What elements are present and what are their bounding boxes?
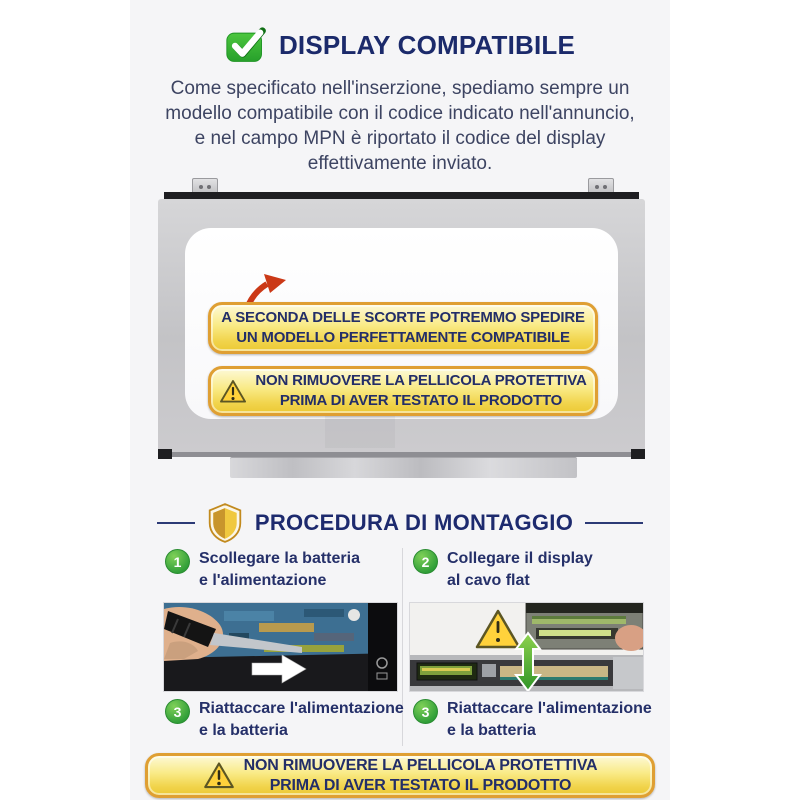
step-text — [447, 698, 652, 742]
header — [130, 26, 670, 64]
step-line: Riattaccare l'alimentazione — [447, 700, 652, 717]
step-line: e l'alimentazione — [199, 572, 327, 589]
divider-line — [585, 522, 643, 524]
warning-line: PRIMA DI AVER TESTATO IL PRODOTTO — [269, 776, 572, 794]
panel-top-edge — [164, 192, 639, 199]
step-number-badge: 2 — [413, 549, 438, 574]
film-warning-box — [208, 366, 598, 416]
step-line: e la batteria — [447, 722, 536, 739]
notice-line: A SECONDA DELLE SCORTE POTREMMO SPEDIRE — [221, 309, 585, 326]
footer-warning-lines — [244, 756, 598, 796]
step-2 — [413, 548, 593, 592]
step-number-badge: 3 — [413, 699, 438, 724]
photo-disconnect-battery — [163, 602, 398, 692]
panel-bottom-corner-left — [158, 449, 172, 459]
step-number-badge: 1 — [165, 549, 190, 574]
step-line: al cavo flat — [447, 572, 530, 589]
lcd-panel-image — [158, 178, 645, 478]
notice-line: UN MODELLO PERFETTAMENTE COMPATIBILE — [236, 329, 570, 346]
step-3-right — [413, 698, 652, 742]
step-text — [199, 698, 404, 742]
divider-line — [157, 522, 195, 524]
warning-line: NON RIMUOVERE LA PELLICOLA PROTETTIVA — [255, 372, 587, 389]
panel-foil-strip — [230, 457, 577, 478]
intro-line: Come specificato nell'inserzione, spediamo sempre un — [170, 78, 630, 99]
step-line: e la batteria — [199, 722, 288, 739]
panel-bottom-corner-right — [631, 449, 645, 459]
step-text — [447, 548, 593, 592]
warning-triangle-icon — [203, 761, 235, 790]
footer-warning-box — [145, 753, 655, 798]
warning-triangle-icon — [219, 379, 247, 404]
gold-shield-icon — [207, 502, 243, 544]
step-line: Collegare il display — [447, 550, 593, 567]
step-line: Riattaccare l'alimentazione — [199, 700, 404, 717]
inset-connector-photo — [526, 603, 643, 651]
stock-notice-box — [208, 302, 598, 354]
warning-line: PRIMA DI AVER TESTATO IL PRODOTTO — [279, 392, 563, 409]
intro-line: effettivamente inviato. — [307, 153, 493, 174]
warning-line: NON RIMUOVERE LA PELLICOLA PROTETTIVA — [243, 756, 598, 774]
intro-line: modello compatibile con il codice indicato nell'annuncio, — [165, 103, 635, 124]
photo-connect-flat-cable — [409, 602, 644, 692]
intro-line: e nel campo MPN è riportato il codice del display — [194, 128, 606, 149]
warning-lines — [255, 371, 586, 411]
step-number-badge: 3 — [165, 699, 190, 724]
step-1 — [165, 548, 360, 592]
procedure-header — [130, 502, 670, 544]
intro-paragraph — [130, 76, 670, 176]
step-line: Scollegare la batteria — [199, 550, 360, 567]
page-title: DISPLAY COMPATIBILE — [278, 29, 576, 60]
green-check-icon — [225, 26, 267, 64]
step-text — [199, 548, 360, 592]
step-3-left — [165, 698, 404, 742]
procedure-title: PROCEDURA DI MONTAGGIO — [254, 510, 574, 535]
